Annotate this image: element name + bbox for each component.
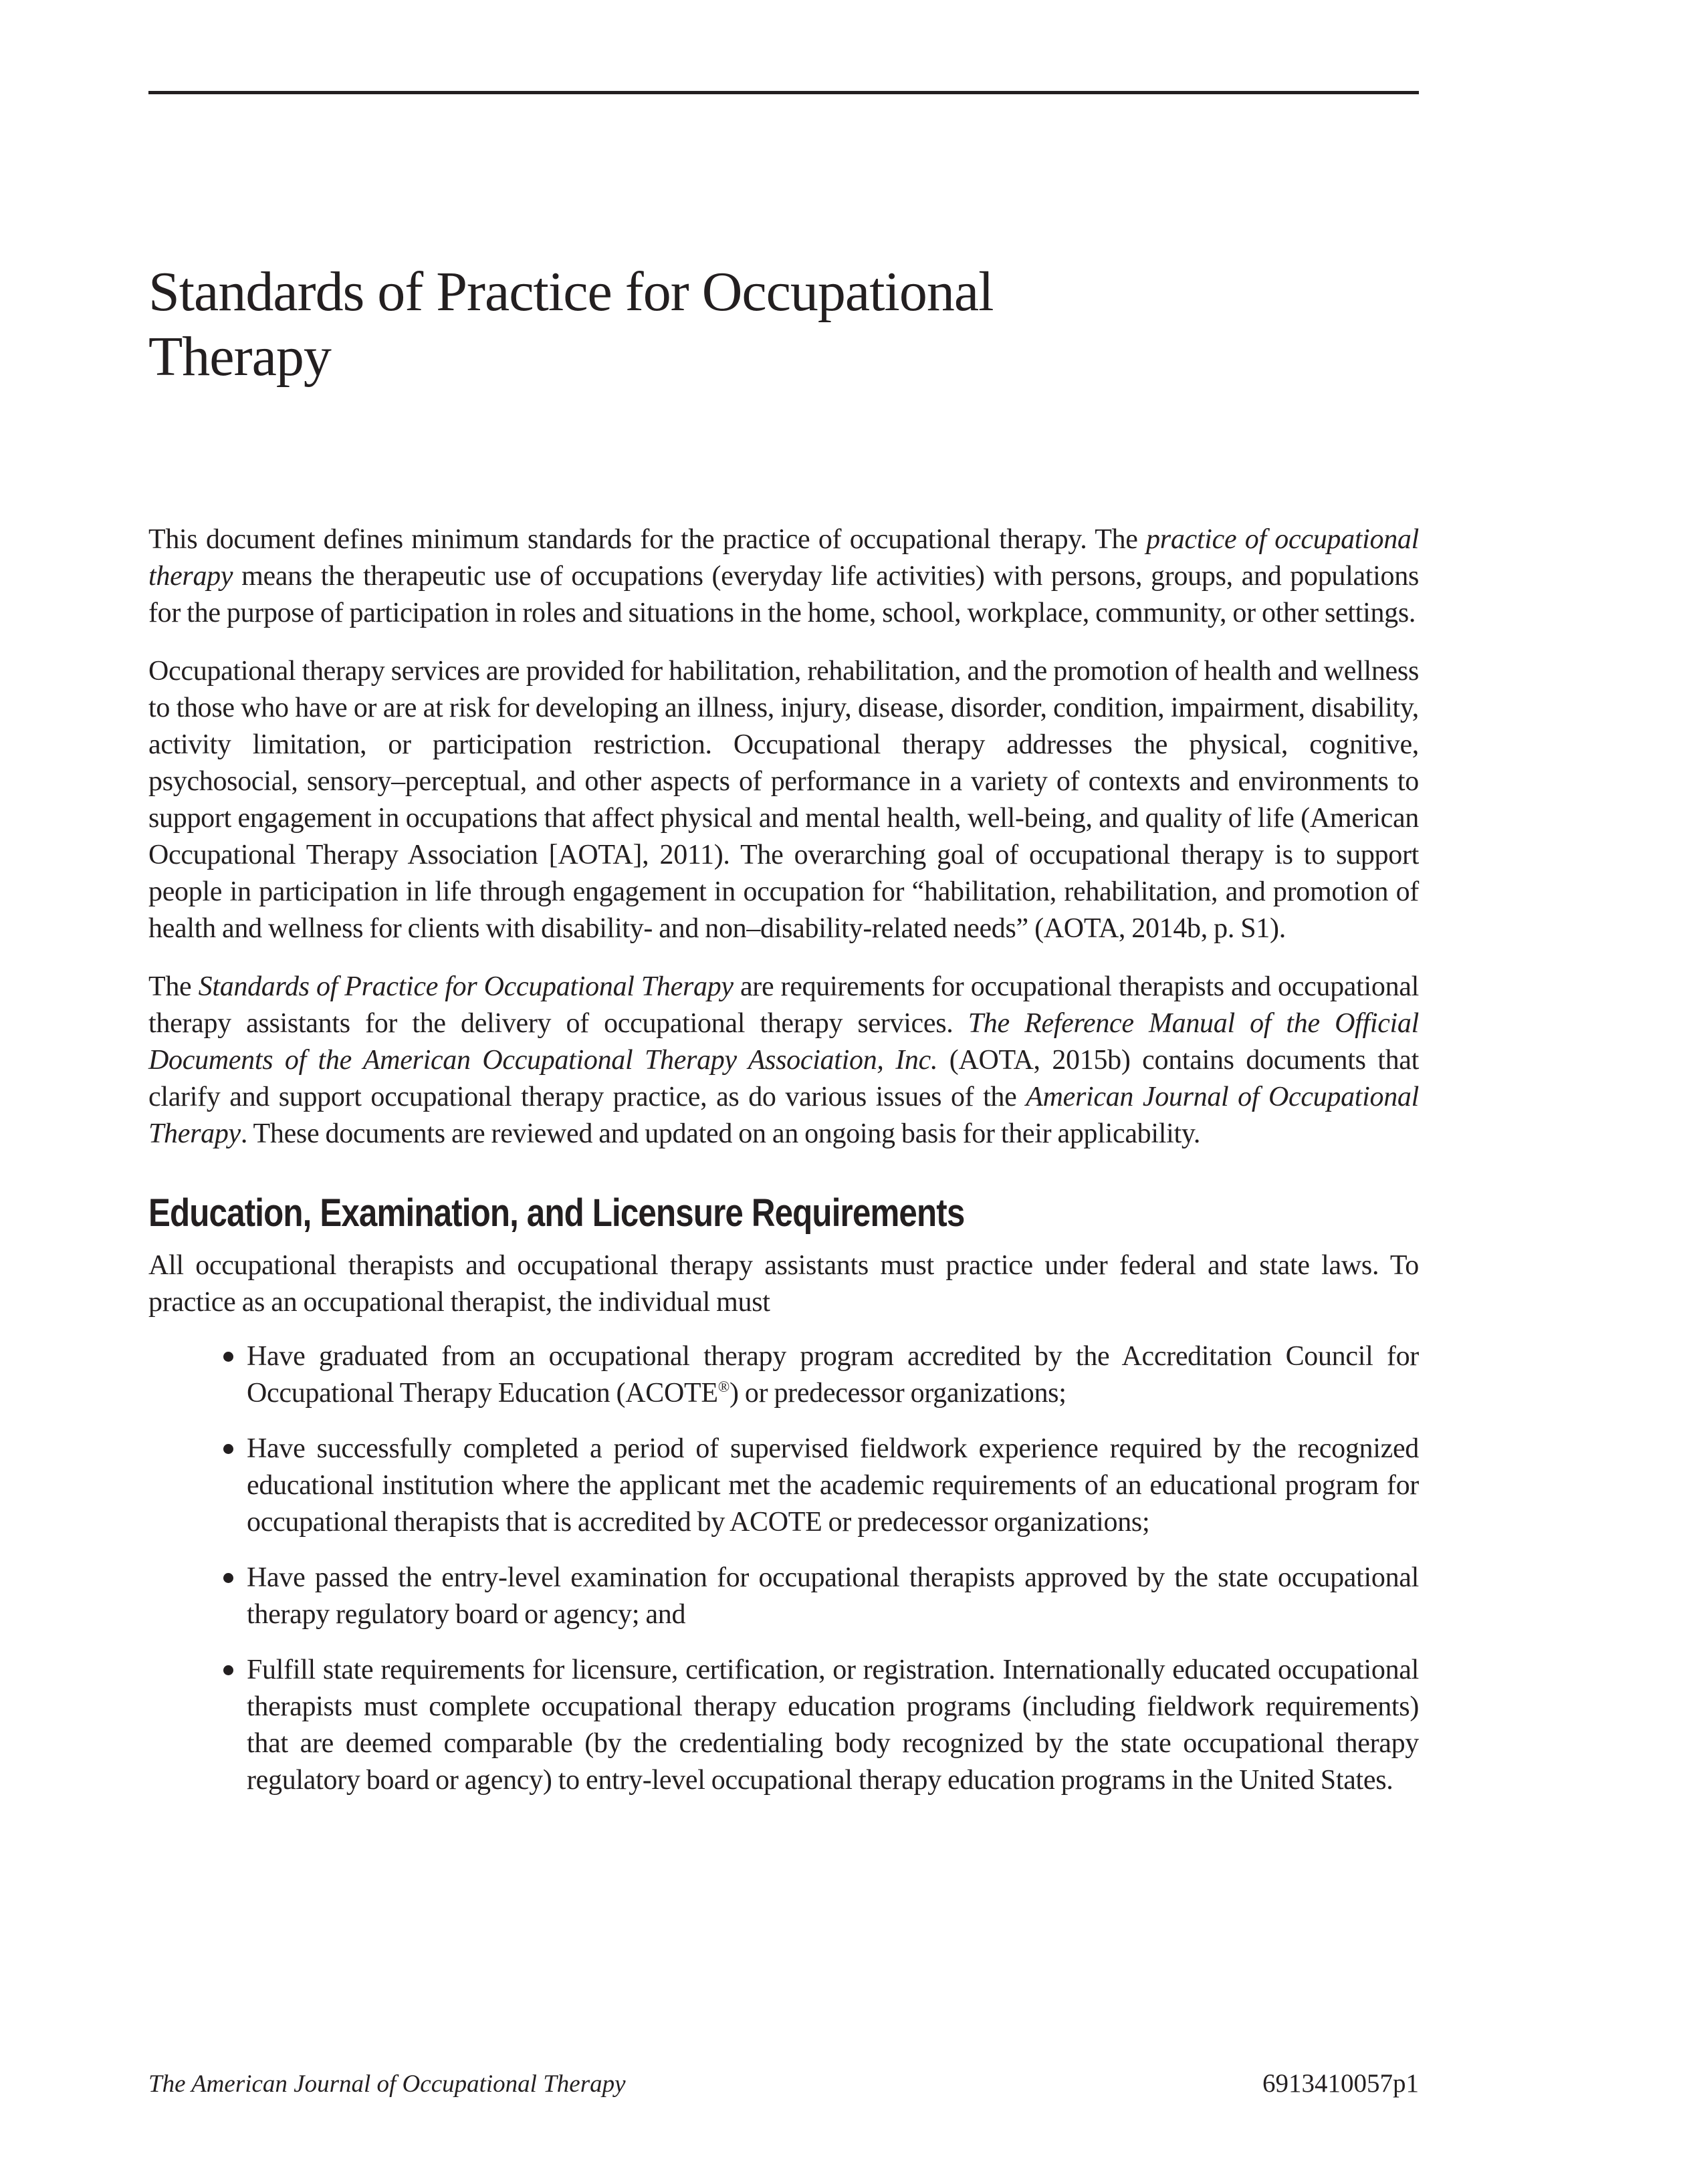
requirement-item-text [247, 1655, 1419, 1796]
section-heading-education-examination-licensure: Education, Examination, and Licensure Requirements [148, 1191, 965, 1235]
text-segment: Standards of Practice for Occupational Therapy [198, 971, 734, 1002]
text-segment: This document defines minimum standards for the practice of occupational therapy. The [148, 524, 1147, 555]
document-title [148, 259, 1419, 389]
intro-paragraph-1 [148, 521, 1419, 632]
requirement-item-text [247, 1341, 1419, 1409]
text-segment: Have passed the entry-level examination for occupational therapists approved by the state occupational therapy regulatory board or agency; and [247, 1562, 1419, 1630]
document-title-line-2: Therapy [148, 326, 331, 388]
intro-paragraph-3 [148, 969, 1419, 1152]
text-segment: means the therapeutic use of occupations (everyday life activities) with persons, groups, and populations for the purpose of participation in roles and situations in the home, school, workplace, community, or other settings. [148, 561, 1419, 628]
requirement-item-2 [148, 1431, 1419, 1541]
text-segment: . These documents are reviewed and updated on an ongoing basis for their applicability. [240, 1118, 1201, 1149]
section-intro-paragraph: All occupational therapists and occupational therapy assistants must practice under federal and state laws. To practice as an occupational therapist, the individual must [148, 1250, 1419, 1318]
bullet-icon [223, 1665, 233, 1675]
text-segment: Fulfill state requirements for licensure, certification, or registration. Internationally educated occupational therapists must complete occupational therapy education programs (including fieldwork requirements) that are deemed comparable (by the credentialing body recognized by the state occupational therapy regulatory board or agency) to entry-level occupational therapy education programs in the United States. [247, 1655, 1419, 1796]
requirements-list [148, 1338, 1419, 1799]
text-segment: ) or predecessor organizations; [729, 1378, 1067, 1409]
intro-paragraph-2: Occupational therapy services are provided for habilitation, rehabilitation, and the promotion of health and wellness to those who have or are at risk for developing an illness, injury, disease, disorder, condition, impairment, disability, activity limitation, or participation restriction. Occupational therapy addresses the physical, cognitive, psychosocial, sensory–perceptual, and other aspects of performance in a variety of contexts and environments to support engagement in occupations that affect physical and mental health, well-being, and quality of life (American Occupational Therapy Association [AOTA], 2011). The overarching goal of occupational therapy is to support people in participation in life through engagement in occupation for “habilitation, rehabilitation, and promotion of health and wellness for clients with disability- and non–disability-related needs” (AOTA, 2014b, p. S1). [148, 656, 1419, 944]
bullet-icon [223, 1444, 233, 1454]
text-segment: practice of occupational therapy [148, 524, 1420, 592]
bullet-icon [223, 1352, 233, 1362]
document-title-line-1: Standards of Practice for Occupational [148, 261, 994, 323]
text-segment: The [148, 971, 199, 1002]
text-segment: Have successfully completed a period of supervised fieldwork experience required by the recognized educational institution where the applicant met the academic requirements of an educational program for occupational therapists that is accredited by ACOTE or predecessor organizations; [247, 1433, 1419, 1538]
page-content [148, 0, 1419, 1799]
text-segment: American Journal of Occupational Therapy [148, 1082, 1419, 1149]
footer-journal-name: The American Journal of Occupational Therapy [148, 2070, 626, 2098]
requirement-item-3 [148, 1560, 1419, 1633]
page-footer [148, 2068, 1419, 2098]
footer-page-number: 6913410057p1 [1262, 2069, 1419, 2098]
requirement-item-text [247, 1433, 1419, 1538]
requirement-item-text [247, 1562, 1419, 1630]
bullet-icon [223, 1573, 233, 1583]
requirement-item-4 [148, 1652, 1419, 1799]
requirement-item-1 [148, 1338, 1419, 1412]
registered-trademark-symbol: ® [717, 1378, 730, 1395]
text-segment: Have graduated from an occupational therapy program accredited by the Accreditation Council for Occupational Therapy Education (ACOTE [247, 1341, 1419, 1409]
text-segment: are requirements for occupational therapists and occupational therapy assistants for the delivery of occupational therapy services. [148, 971, 1419, 1039]
text-segment: The Reference Manual of the Official Documents of the American Occupational Therapy Association, Inc. [148, 1008, 1419, 1076]
text-segment: (AOTA, 2015b) contains documents that clarify and support occupational therapy practice, as do various issues of the [148, 1045, 1420, 1112]
